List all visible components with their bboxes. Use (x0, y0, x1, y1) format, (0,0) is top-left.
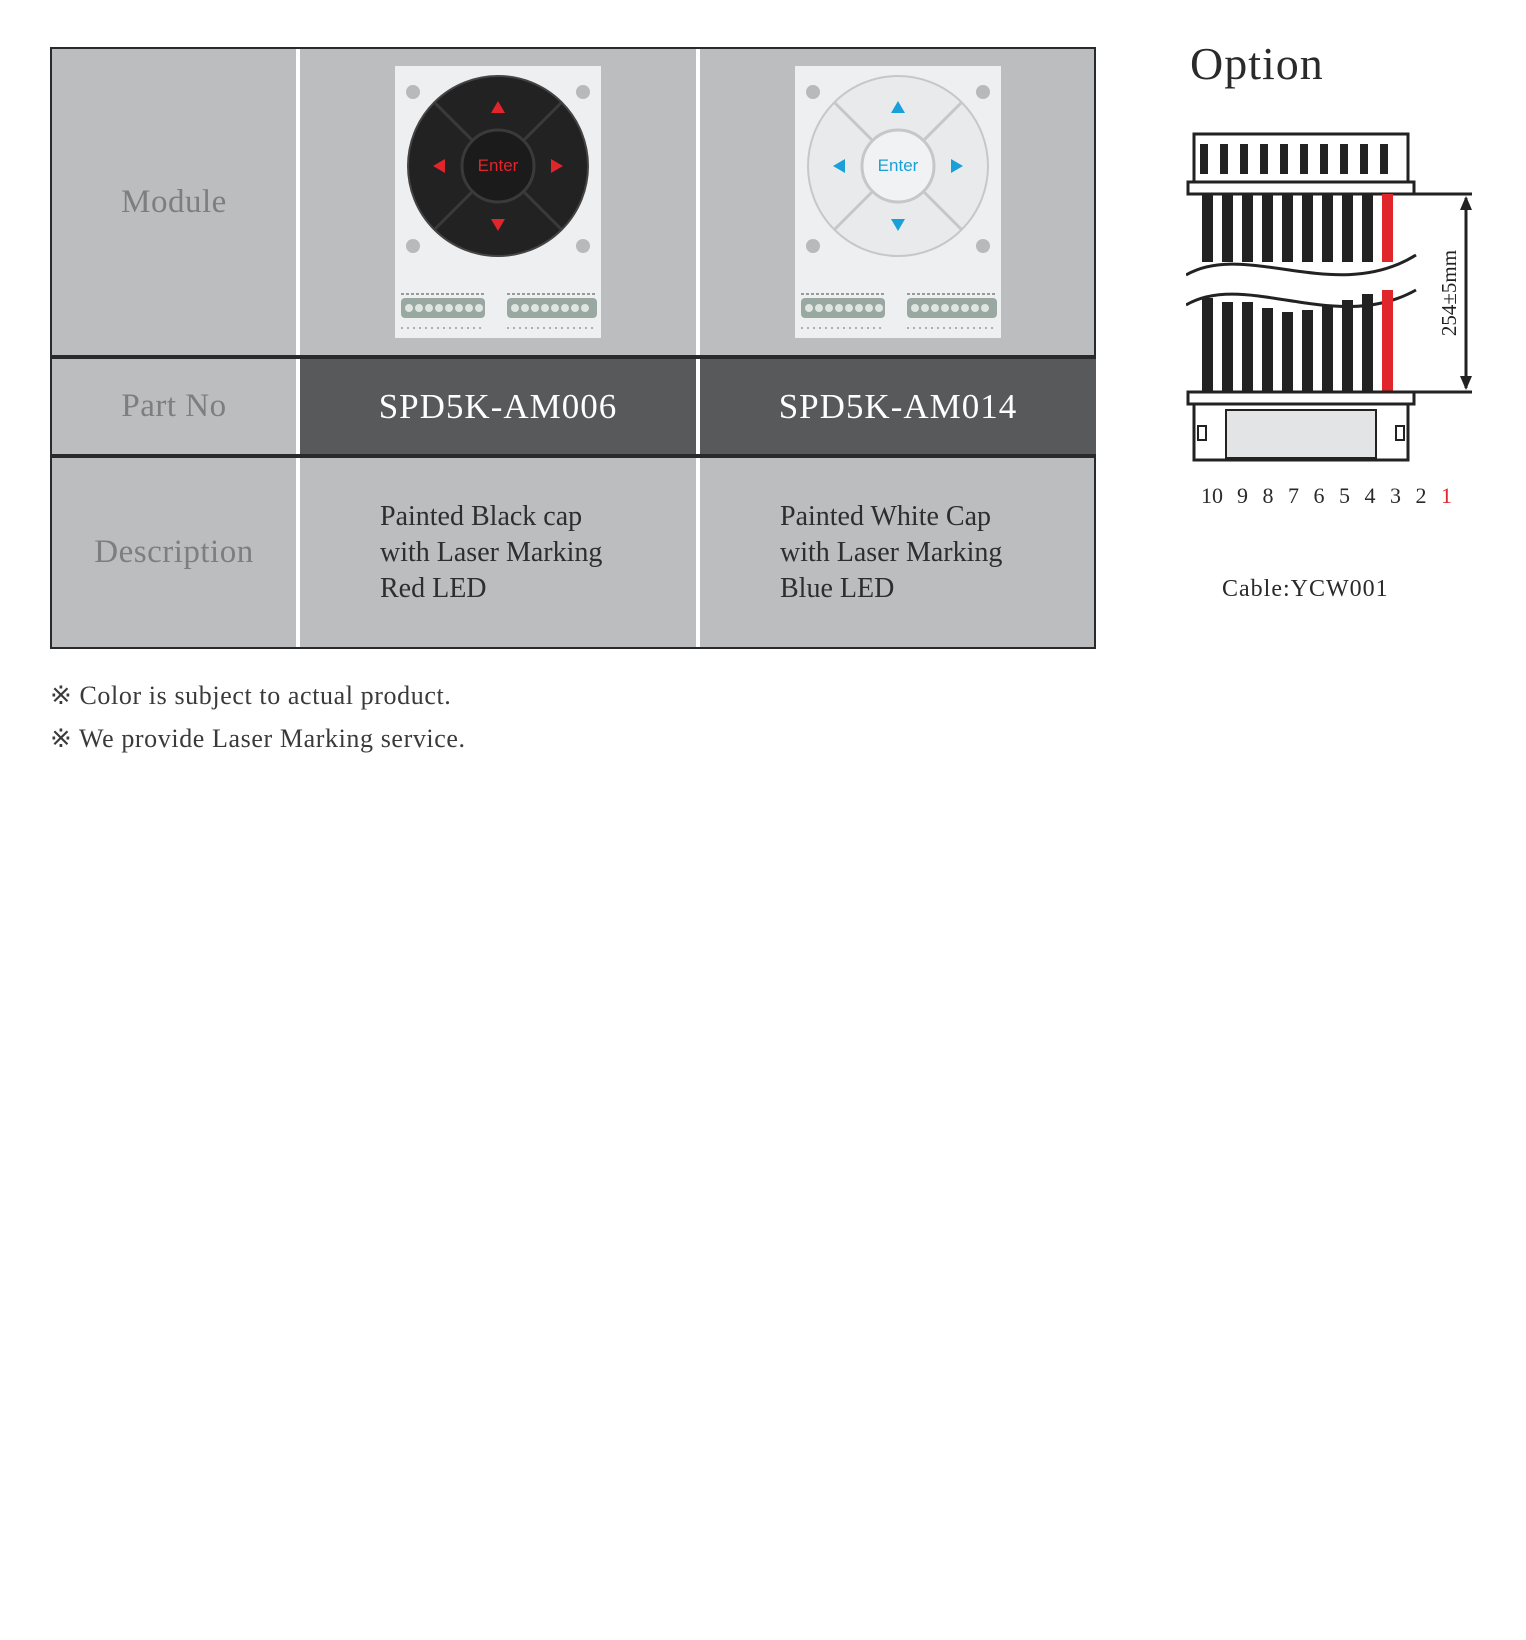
keypad-module-white-image (795, 66, 1001, 338)
module-header-text: Module (121, 183, 227, 220)
description-text (700, 499, 1002, 607)
notes (50, 674, 466, 760)
column-divider (296, 458, 300, 647)
pin-number: 6 (1313, 483, 1325, 508)
description-line: Blue LED (780, 572, 895, 604)
description-cell-black (300, 458, 696, 647)
row-header-description (52, 458, 296, 647)
pin-number: 7 (1288, 483, 1299, 508)
description-line: with Laser Marking (380, 536, 603, 568)
module-row (52, 49, 1094, 355)
pin-number: 5 (1339, 483, 1350, 508)
keypad-module-black-image (395, 66, 601, 338)
row-header-part-no (52, 359, 296, 454)
part-number: SPD5K-AM014 (778, 386, 1018, 426)
pin-numbers (1197, 483, 1457, 509)
description-text (300, 499, 602, 607)
row-header-module (52, 49, 296, 355)
part-no-header-text: Part No (121, 388, 227, 424)
module-cell-white (700, 49, 1096, 355)
pin-number: 4 (1364, 483, 1376, 508)
column-divider (296, 49, 300, 355)
pin-number-highlight: 1 (1441, 483, 1452, 508)
part-number: SPD5K-AM006 (378, 386, 618, 426)
part-no-cell-black (300, 359, 696, 454)
part-no-cell-white (700, 359, 1096, 454)
enter-key-label: Enter (477, 156, 519, 175)
pin-number: 3 (1390, 483, 1401, 508)
description-row (52, 458, 1094, 647)
cable-length-label: 254±5mm (1437, 249, 1461, 337)
product-table (50, 47, 1096, 649)
description-line: Painted Black cap (380, 500, 583, 532)
column-divider (696, 359, 700, 454)
column-divider (696, 49, 700, 355)
cable-diagram (1186, 130, 1486, 485)
pin-number: 10 (1201, 483, 1223, 508)
note-laser-marking: ※ We provide Laser Marking service. (50, 724, 466, 753)
description-header-text: Description (94, 534, 254, 570)
module-cell-black (300, 49, 696, 355)
option-title: Option (1190, 38, 1324, 89)
column-divider (696, 458, 700, 647)
pin-number: 2 (1415, 483, 1427, 508)
description-line: Painted White Cap (780, 500, 991, 532)
pin-number: 8 (1262, 483, 1274, 508)
pin-number: 9 (1237, 483, 1248, 508)
enter-key-label: Enter (877, 156, 919, 175)
note-color: ※ Color is subject to actual product. (50, 681, 452, 710)
column-divider (296, 359, 300, 454)
cable-model-label: Cable:YCW001 (1222, 576, 1389, 602)
description-cell-white (700, 458, 1096, 647)
description-line: Red LED (380, 572, 487, 604)
part-no-row (52, 355, 1094, 458)
description-line: with Laser Marking (780, 536, 1003, 568)
